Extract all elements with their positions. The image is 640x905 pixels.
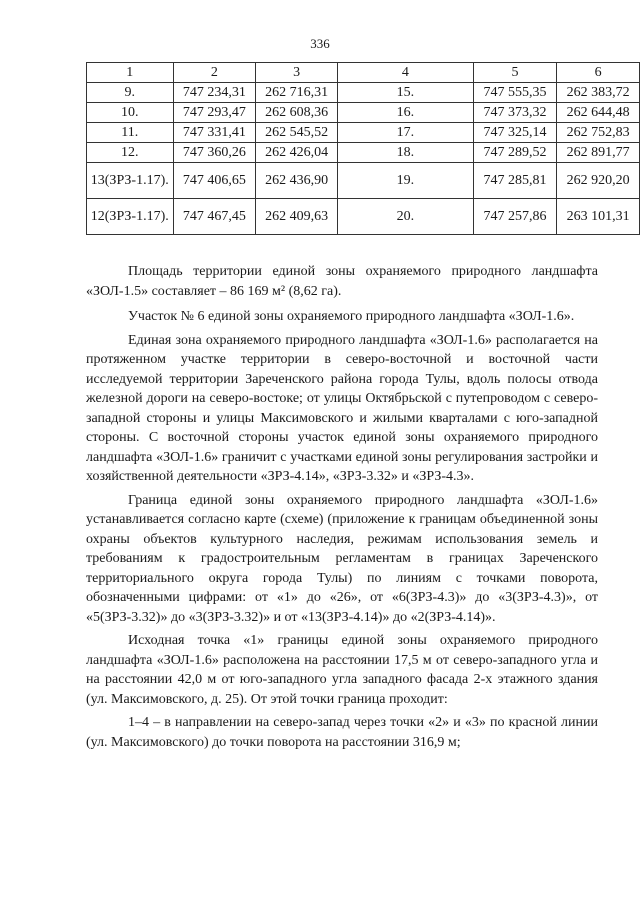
table-cell: 747 555,35	[473, 83, 557, 103]
table-row	[87, 103, 640, 123]
table-header-row	[87, 63, 640, 83]
table-row	[87, 163, 640, 199]
paragraph-section-title: Участок № 6 единой зоны охраняемого природного ландшафта «ЗОЛ-1.6».	[128, 309, 575, 324]
table-cell: 262 608,36	[256, 103, 338, 123]
table-header-cell: 6	[557, 63, 640, 83]
paragraph-start-point: Исходная точка «1» границы единой зоны охраняемого природного ландшафта «ЗОЛ-1.6» расположена на расстоянии 17,5 м от северо-западного угла и на расстоянии 42,0 м от юго-западного угла западного фасада 2-х этажного здания (ул. Максимовского, д. 25). От этой точки граница проходит:	[86, 633, 598, 707]
table-cell: 263 101,31	[557, 199, 640, 235]
table-cell: 747 373,32	[473, 103, 557, 123]
paragraph-area: Площадь территории единой зоны охраняемого природного ландшафта «ЗОЛ-1.5» составляет – 86 169 м² (8,62 га).	[86, 264, 598, 299]
table-cell: 747 293,47	[173, 103, 256, 123]
table-cell: 17.	[338, 123, 474, 143]
table-cell: 11.	[87, 123, 174, 143]
table-cell: 16.	[338, 103, 474, 123]
paragraph-boundary: Граница единой зоны охраняемого природного ландшафта «ЗОЛ-1.6» устанавливается согласно карте (схеме) (приложение к границам объединенной зоны охраны объектов культурного наследия, режимам использования земель и требованиям к градостроительным регламентам в границах Зареченского территориального округа города Тулы) по линиям с точками поворота, обозначенными цифрами: от «1» до «26», от «6(ЗРЗ-4.3)» до «3(ЗРЗ-4.3)», от «5(ЗРЗ-3.32)» до «3(ЗРЗ-3.32)» и от «13(ЗРЗ-4.14)» до «2(ЗРЗ-4.14)».	[86, 492, 598, 625]
page-number: 336	[310, 36, 330, 51]
table-cell: 9.	[87, 83, 174, 103]
table-cell: 262 545,52	[256, 123, 338, 143]
table-header-cell: 4	[338, 63, 474, 83]
table-cell: 13(ЗРЗ-1.17).	[87, 163, 174, 199]
table-cell: 15.	[338, 83, 474, 103]
table-row	[87, 199, 640, 235]
table-cell: 747 234,31	[173, 83, 256, 103]
table-row	[87, 123, 640, 143]
table-cell: 262 426,04	[256, 143, 338, 163]
table-cell: 262 644,48	[557, 103, 640, 123]
table-cell: 12.	[87, 143, 174, 163]
table-header-cell: 5	[473, 63, 557, 83]
table-cell: 262 383,72	[557, 83, 640, 103]
table-cell: 747 289,52	[473, 143, 557, 163]
table-cell: 262 752,83	[557, 123, 640, 143]
table-cell: 10.	[87, 103, 174, 123]
table-cell: 12(ЗРЗ-1.17).	[87, 199, 174, 235]
paragraph-segment: 1–4 – в направлении на северо-запад через точки «2» и «3» по красной линии (ул. Максимовского) до точки поворота на расстоянии 316,9 м;	[86, 715, 598, 750]
table-cell: 262 716,31	[256, 83, 338, 103]
paragraph-description: Единая зона охраняемого природного ландшафта «ЗОЛ-1.6» располагается на протяженном участке территории в северо-восточной и восточной части исследуемой территории Зареченского района города Тулы, вдоль полосы отвода железной дороги на северо-востоке; от улицы Октябрьской с путепроводом с северо-западной стороны и улицы Максимовского и жилыми кварталами с юго-западной стороны. С восточной стороны участок единой зоны охраняемого природного ландшафта «ЗОЛ-1.6» граничит с участками единой зоны регулирования застройки и хозяйственной деятельности «ЗРЗ-4.14», «ЗРЗ-3.32» и «ЗРЗ-4.3».	[86, 332, 598, 484]
table-cell: 747 360,26	[173, 143, 256, 163]
table-header-cell: 2	[173, 63, 256, 83]
table-cell: 747 285,81	[473, 163, 557, 199]
table-header-cell: 3	[256, 63, 338, 83]
table-row	[87, 143, 640, 163]
table-row	[87, 83, 640, 103]
table-cell: 20.	[338, 199, 474, 235]
table-cell: 19.	[338, 163, 474, 199]
table-cell: 747 331,41	[173, 123, 256, 143]
table-cell: 262 436,90	[256, 163, 338, 199]
table-header-cell: 1	[87, 63, 174, 83]
table-cell: 18.	[338, 143, 474, 163]
table-cell: 262 891,77	[557, 143, 640, 163]
table-cell: 747 325,14	[473, 123, 557, 143]
document-body	[86, 262, 598, 752]
table-cell: 262 920,20	[557, 163, 640, 199]
table-cell: 747 257,86	[473, 199, 557, 235]
table-cell: 747 406,65	[173, 163, 256, 199]
table-cell: 747 467,45	[173, 199, 256, 235]
coordinates-table	[86, 62, 640, 235]
table-cell: 262 409,63	[256, 199, 338, 235]
